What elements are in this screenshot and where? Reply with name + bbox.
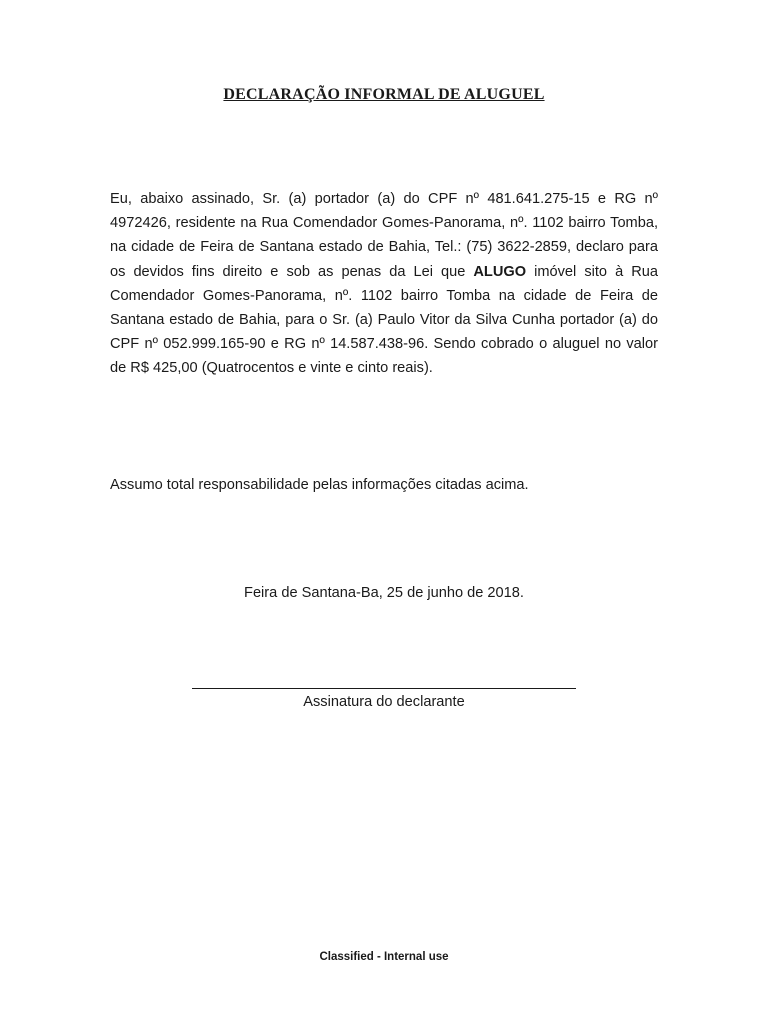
declaration-emphasis: ALUGO (473, 263, 527, 280)
place-and-date: Feira de Santana-Ba, 25 de junho de 2018. (244, 585, 524, 601)
responsibility-statement: Assumo total responsabilidade pelas informações citadas acima. (110, 477, 529, 493)
document-title: DECLARAÇÃO INFORMAL DE ALUGUEL (223, 86, 545, 103)
classification-footer: Classified - Internal use (319, 951, 449, 963)
signature-label: Assinatura do declarante (303, 694, 465, 710)
declaration-text-part1: Eu, abaixo assinado, Sr. (a) portador (a) do CPF nº 481.641.275-15 e RG nº 4972426, residente na Rua Comendador Gomes-Panorama, nº. 1102 bairro Tomba, na cidade de Feira de Santana estado de Bahia, Tel.: (75) 3622-2859, declaro para os devidos fins direito e sob as penas da Lei que (110, 191, 658, 280)
declaration-text-part2: imóvel sito à Rua Comendador Gomes-Panorama, nº. 1102 bairro Tomba na cidade de Feira de Santana estado de Bahia, para o Sr. (a) Paulo Vitor da Silva Cunha portador (a) do CPF nº 052.999.165-90 e RG nº 14.587.438-96. Sendo cobrado o aluguel no valor de R$ 425,00 (Quatrocentos e vinte e cinto reais). (110, 263, 658, 377)
declaration-paragraph (110, 187, 658, 381)
signature-line (192, 688, 576, 689)
